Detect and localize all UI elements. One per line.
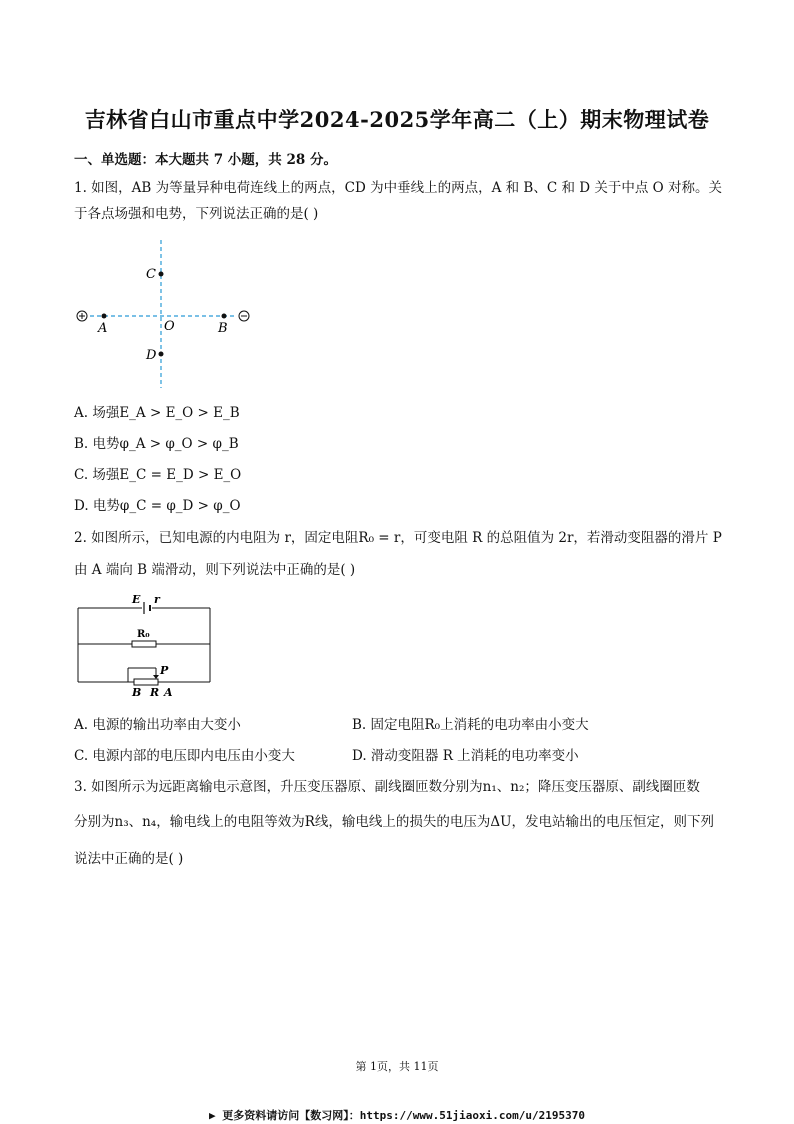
section-heading: 一、单选题：本大题共 7 小题，共 28 分。 [74,152,337,168]
q1-option-c: C. 场强E_C = E_D > E_O [74,467,242,483]
resource-link-banner[interactable]: ▶ 更多资料请访问【数习网】：https://www.51jiaoxi.com/u/2195370 [209,1109,585,1122]
label-o: O [164,319,175,334]
page-title: 吉林省白山市重点中学2024-2025学年高二（上）期末物理试卷 [84,107,710,132]
point-c [159,272,164,277]
q2-option-a: A. 电源的输出功率由大变小 [74,717,241,733]
label-e: E [132,593,141,606]
q3-stem-line-1: 3. 如图所示为远距离输电示意图，升压变压器原、副线圈匝数分别为n₁、n₂；降压变压器原、副线圈匝数 [74,779,700,795]
q3-stem-line-2: 分别为n₃、n₄，输电线上的电阻等效为R线，输电线上的损失的电压为ΔU，发电站输出的电压恒定，则下列 [74,814,715,830]
resistor-r0 [132,641,156,647]
point-d [159,352,164,357]
q2-option-d: D. 滑动变阻器 R 上消耗的电功率变小 [352,748,579,764]
q2-stem-line-1: 2. 如图所示，已知电源的内电阻为 r，固定电阻R₀ = r，可变电阻 R 的总阻值为 2r，若滑动变阻器的滑片 P [74,530,722,546]
label-r: r [154,593,160,606]
page-footer: 第 1页，共 11页 [355,1060,439,1073]
q2-stem-line-2: 由 A 端向 B 端滑动，则下列说法中正确的是( ) [74,562,356,578]
point-b [222,314,227,319]
q3-stem-line-3: 说法中正确的是( ) [74,851,184,867]
label-r0: R₀ [137,629,150,640]
q2-option-c: C. 电源内部的电压即内电压由小变大 [74,748,295,764]
rheostat-r [134,679,158,685]
label-b: B [132,686,142,699]
q1-option-d: D. 电势φ_C = φ_D > φ_O [74,498,241,514]
q1-stem-line-2: 于各点场强和电势，下列说法正确的是( ) [74,206,319,222]
label-a: A [164,686,173,699]
q2-option-b: B. 固定电阻R₀上消耗的电功率由小变大 [352,717,589,733]
label-p: P [160,664,169,677]
label-b: B [218,321,228,336]
point-a [102,314,107,319]
label-a: A [98,321,108,336]
q1-charge-figure [72,238,262,390]
label-c: C [146,267,156,282]
q1-stem-line-1: 1. 如图，AB 为等量异种电荷连线上的两点，CD 为中垂线上的两点，A 和 B、C 和 D 关于中点 O 对称。关 [74,180,723,196]
label-r: R [150,686,160,699]
q1-option-a: A. 场强E_A > E_O > E_B [74,405,240,421]
q2-circuit-figure [72,590,218,700]
q1-option-b: B. 电势φ_A > φ_O > φ_B [74,436,239,452]
label-d: D [146,348,157,363]
